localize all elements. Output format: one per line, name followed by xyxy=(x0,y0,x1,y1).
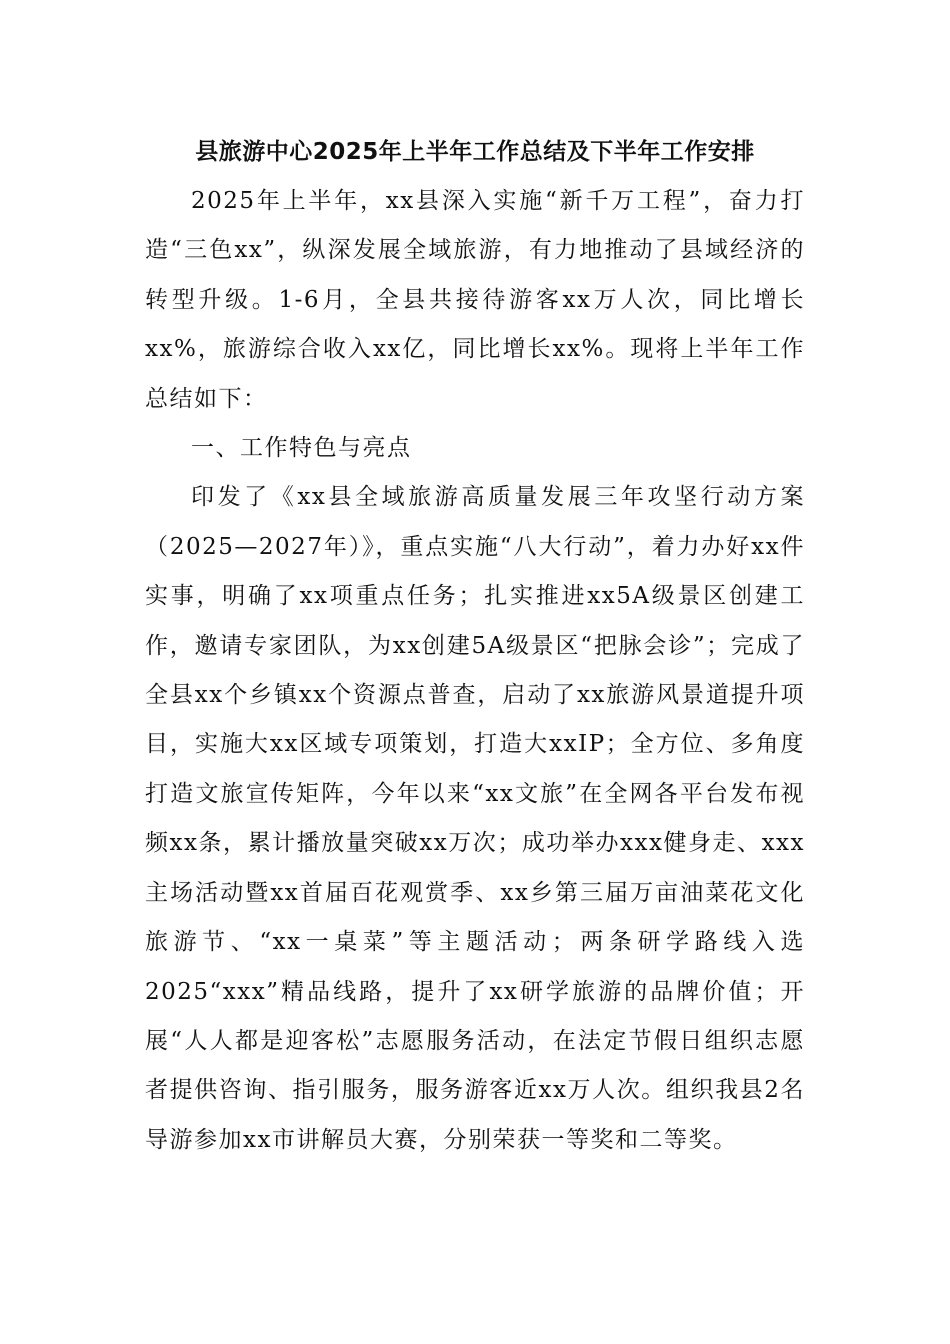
document-body xyxy=(145,177,805,1165)
section-paragraph: 印发了《xx县全域旅游高质量发展三年攻坚行动方案（2025—2027年）》，重点实施“八大行动”，着力办好xx件实事，明确了xx项重点任务；扎实推进xx5A级景区创建工作，邀请专家团队，为xx创建5A级景区“把脉会诊”；完成了全县xx个乡镇xx个资源点普查，启动了xx旅游风景道提升项目，实施大xx区域专项策划，打造大xxIP；全方位、多角度打造文旅宣传矩阵，今年以来“xx文旅”在全网各平台发布视频xx条，累计播放量突破xx万次；成功举办xxx健身走、xxx主场活动暨xx首届百花观赏季、xx乡第三届万亩油菜花文化旅游节、“xx一桌菜”等主题活动；两条研学路线入选2025“xxx”精品线路，提升了xx研学旅游的品牌价值；开展“人人都是迎客松”志愿服务活动，在法定节假日组织志愿者提供咨询、指引服务，服务游客近xx万人次。组织我县2名导游参加xx市讲解员大赛，分别荣获一等奖和二等奖。 xyxy=(145,484,805,1153)
section-heading: 一、工作特色与亮点 xyxy=(191,435,412,462)
intro-paragraph: 2025年上半年，xx县深入实施“新千万工程”，奋力打造“三色xx”，纵深发展全域旅游，有力地推动了县域经济的转型升级。1-6月，全县共接待游客xx万人次，同比增长xx%，旅游综合收入xx亿，同比增长xx%。现将上半年工作总结如下： xyxy=(145,188,805,412)
document-title: 县旅游中心2025年上半年工作总结及下半年工作安排 xyxy=(195,139,755,165)
